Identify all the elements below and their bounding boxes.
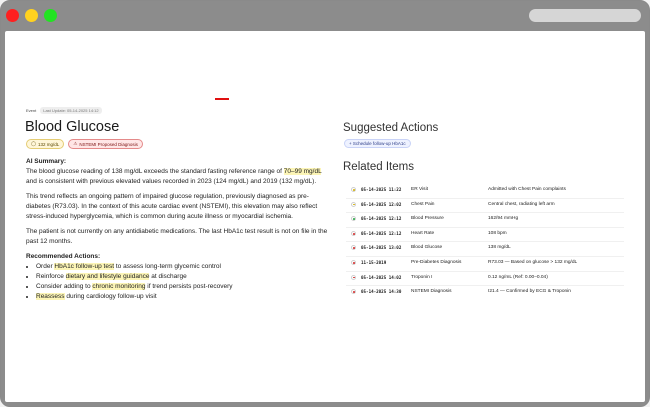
page-title: Blood Glucose bbox=[25, 119, 120, 135]
related-item-name: Chest Pain bbox=[411, 201, 435, 207]
related-item-value: I21.4 — Confirmed by ECG & Troponin bbox=[488, 289, 571, 295]
status-dot-fill bbox=[353, 262, 355, 264]
ai-summary-heading: AI Summary: bbox=[26, 158, 67, 165]
recommended-actions-heading: Recommended Actions: bbox=[26, 253, 101, 260]
status-dot-icon bbox=[351, 245, 356, 250]
summary-paragraph-1 bbox=[26, 167, 331, 187]
rec-text-pre: Consider adding to bbox=[36, 283, 93, 290]
related-item-date: 05-14-2025 13:02 bbox=[361, 245, 402, 251]
recommended-action-item bbox=[36, 292, 331, 302]
recommended-actions-list bbox=[26, 262, 331, 302]
related-item-row[interactable] bbox=[346, 184, 624, 199]
related-item-name: Pre-Diabetes Diagnosis bbox=[411, 259, 462, 265]
related-item-row[interactable] bbox=[346, 213, 624, 228]
summary-p1-text-b: and is consistent with previous elevated values recorded in 2023 (124 mg/dL) and 2019 (132 mg/dL). bbox=[26, 178, 317, 185]
status-dot-icon bbox=[351, 187, 356, 192]
related-item-row[interactable] bbox=[346, 242, 624, 257]
ai-summary-panel bbox=[26, 157, 331, 302]
status-dot-icon bbox=[351, 260, 356, 265]
related-item-date: 05-14-2025 11:22 bbox=[361, 187, 402, 192]
related-item-name: Troponin I bbox=[411, 274, 433, 280]
close-window-button[interactable] bbox=[6, 9, 19, 22]
related-item-value: 0.12 ng/mL (Ref: 0.00–0.04) bbox=[488, 274, 548, 280]
related-item-date: 11-15-2019 bbox=[361, 259, 387, 265]
glucose-value-badge bbox=[26, 139, 64, 149]
rec-highlight: chronic monitoring bbox=[92, 283, 146, 290]
title-bar bbox=[1, 1, 649, 31]
rec-text-post: to assess long-term glycemic control bbox=[114, 263, 221, 270]
rec-highlight: HbA1c follow-up test bbox=[54, 263, 115, 270]
related-item-value: Central chest, radiating left arm bbox=[488, 201, 555, 207]
warning-icon: ◯ bbox=[31, 141, 37, 146]
related-item-value: Admitted with Chest Pain complaints bbox=[488, 187, 566, 192]
related-item-date: 05-14-2025 12:12 bbox=[361, 230, 402, 236]
related-item-name: ER Visit bbox=[411, 187, 428, 192]
summary-paragraph-2: This trend reflects an ongoing pattern of impaired glucose regulation, previously diagnosed as pre-diabetes (R73.03). In the context of this acute cardiac event (NSTEMI), this elevation may also reflect stress-induced hyperglycemia, which is common during acute illness or myocardial ischemia. bbox=[26, 193, 318, 220]
related-item-name: Heart Rate bbox=[411, 230, 435, 236]
event-meta bbox=[26, 107, 102, 114]
related-item-row[interactable] bbox=[346, 286, 624, 300]
related-item-name: NSTEMI Diagnosis bbox=[411, 289, 452, 295]
event-type-label: Event bbox=[26, 108, 37, 113]
related-item-name: Blood Pressure bbox=[411, 216, 444, 222]
related-item-date: 05-14-2025 12:12 bbox=[361, 216, 402, 222]
status-dot-fill bbox=[353, 204, 355, 206]
related-item-name: Blood Glucose bbox=[411, 245, 443, 251]
status-dot-icon bbox=[351, 231, 356, 236]
summary-p1-highlight: 70–99 mg/dL bbox=[283, 168, 322, 175]
related-item-row[interactable] bbox=[346, 228, 624, 243]
related-item-date: 05-14-2025 14:30 bbox=[361, 289, 402, 295]
related-item-date: 05-14-2025 14:02 bbox=[361, 274, 402, 280]
status-dot-fill bbox=[353, 247, 355, 249]
summary-paragraph-3: The patient is not currently on any antidiabetic medications. The last HbA1c test result is not on file in the past 12 months. bbox=[26, 228, 328, 245]
related-item-value: R73.03 — Based on glucose > 132 mg/dL bbox=[488, 259, 578, 265]
summary-p1-text-a: The blood glucose reading of 138 mg/dL exceeds the standard fasting reference range of bbox=[26, 168, 284, 175]
glucose-value-badge-label: 132 mg/dL bbox=[38, 141, 60, 147]
related-item-value: 108 bpm bbox=[488, 230, 507, 236]
rec-text-post: during cardiology follow-up visit bbox=[64, 293, 157, 300]
status-dot-icon bbox=[351, 202, 356, 207]
status-dot-icon bbox=[351, 275, 356, 280]
decorative-red-mark bbox=[215, 98, 229, 100]
status-dot-icon bbox=[351, 289, 356, 294]
maximize-window-button[interactable] bbox=[44, 9, 57, 22]
related-items-heading: Related Items bbox=[343, 161, 414, 173]
status-dot-fill bbox=[353, 218, 355, 220]
last-update-tag: Last Update: 05-14-2025 14:12 bbox=[40, 107, 101, 114]
page-content bbox=[5, 31, 645, 402]
related-item-value: 138 mg/dL bbox=[488, 245, 511, 251]
rec-highlight: Reassess bbox=[36, 293, 65, 300]
recommended-action-item bbox=[36, 282, 331, 292]
status-dot-icon bbox=[351, 216, 356, 221]
recommended-action-item bbox=[36, 272, 331, 282]
status-dot-fill bbox=[353, 291, 355, 293]
related-item-row[interactable] bbox=[346, 272, 624, 287]
minimize-window-button[interactable] bbox=[25, 9, 38, 22]
rec-text-pre: Order bbox=[36, 263, 55, 270]
recommended-action-item bbox=[36, 262, 331, 272]
address-bar[interactable] bbox=[529, 9, 641, 22]
diagnosis-badge-label: NSTEMI Proposed Diagnosis bbox=[79, 141, 138, 147]
badge-row bbox=[26, 139, 143, 149]
alert-icon: ⚠ bbox=[73, 141, 78, 146]
status-dot-fill bbox=[353, 277, 355, 279]
schedule-hba1c-button[interactable]: + Schedule follow-up HbA1c bbox=[344, 139, 411, 148]
status-dot-fill bbox=[353, 233, 355, 235]
rec-text-pre: Reinforce bbox=[36, 273, 66, 280]
suggested-actions-heading: Suggested Actions bbox=[343, 122, 439, 134]
related-item-date: 05-14-2025 12:02 bbox=[361, 201, 402, 207]
rec-text-post: at discharge bbox=[149, 273, 187, 280]
related-item-value: 162/94 mmHg bbox=[488, 216, 519, 222]
rec-highlight: dietary and lifestyle guidance bbox=[65, 273, 150, 280]
diagnosis-badge bbox=[68, 139, 143, 149]
status-dot-fill bbox=[353, 189, 355, 191]
related-items-list bbox=[346, 184, 624, 300]
related-item-row[interactable] bbox=[346, 257, 624, 272]
related-item-row[interactable] bbox=[346, 199, 624, 214]
rec-text-post: if trend persists post-recovery bbox=[145, 283, 233, 290]
